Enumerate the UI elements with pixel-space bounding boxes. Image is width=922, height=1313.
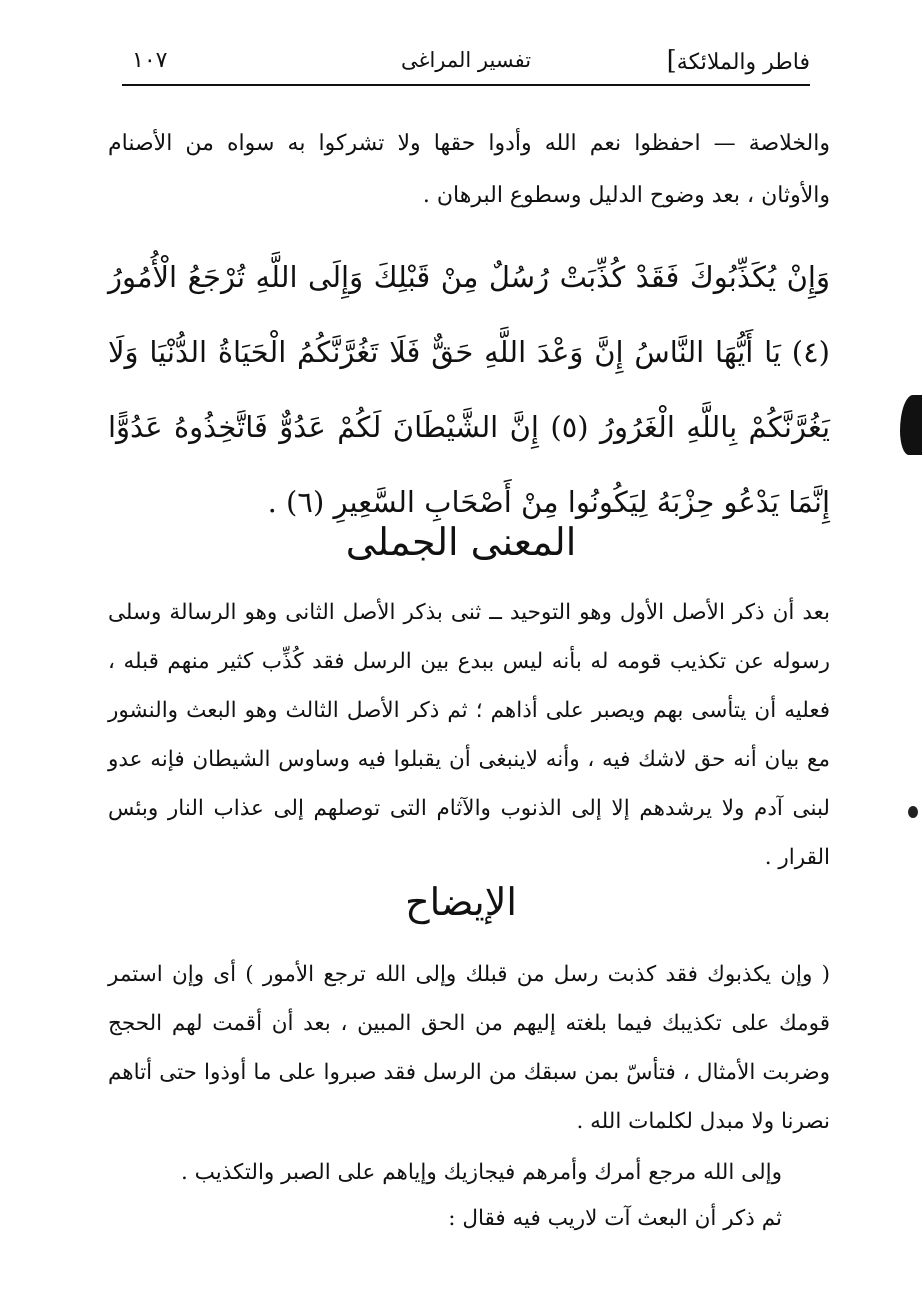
explanation-line-1: وإلى الله مرجع أمرك وأمرهم فيجازيك وإياهم على الصبر والتكذيب . xyxy=(181,1160,782,1185)
section-title-text: فاطر والملائكة xyxy=(676,50,810,75)
explanation-closing xyxy=(92,1150,782,1242)
scan-ink-mark xyxy=(908,806,918,818)
header-rule xyxy=(122,84,810,86)
explanation-line-2: ثم ذكر أن البعث آت لاريب فيه فقال : xyxy=(448,1206,782,1231)
explanation-paragraph: ( وإن يكذبوك فقد كذبت رسل من قبلك وإلى الله ترجع الأمور ) أى وإن استمر قومك على تكذيبك فيما بلغته إليهم من الحق المبين ، بعد أن أقمت لهم الحجج وضربت الأمثال ، فتأسّ بمن سبقك من الرسل فقد صبروا على ما أوذوا حتى أتاهم نصرنا ولا مبدل لكلمات الله . xyxy=(108,962,830,1134)
heading-explanation: الإيضاح xyxy=(405,880,517,924)
section-bracket: ] xyxy=(666,46,677,76)
page-number: ١٠٧ xyxy=(132,48,168,73)
summary-paragraph: والخلاصة — احفظوا نعم الله وأدوا حقها ولا تشركوا به سواه من الأصنام والأوثان ، بعد وضوح الدليل وسطوع البرهان . xyxy=(108,131,830,208)
general-meaning-paragraph: بعد أن ذكر الأصل الأول وهو التوحيد ــ ثنى بذكر الأصل الثانى وهو الرسالة وسلى رسوله عن تكذيب قومه له بأنه ليس ببدع بين الرسل فقد كُذِّب كثير منهم قبله ، فعليه أن يتأسى بهم ويصبر على أذاهم ؛ ثم ذكر الأصل الثالث وهو البعث والنشور مع بيان أنه حق لاشك فيه ، وأنه لاينبغى أن يقبلوا فيه وساوس الشيطان فإنه عدو لبنى آدم ولا يرشدهم إلا إلى الذنوب والآثام التى توصلهم إلى عذاب النار وبئس القرار . xyxy=(108,600,830,870)
quran-verses: وَإِنْ يُكَذِّبُوكَ فَقَدْ كُذِّبَتْ رُسُلٌ مِنْ قَبْلِكَ وَإِلَى اللَّهِ تُرْجَعُ الْأُمُورُ (٤) يَا أَيُّهَا النَّاسُ إِنَّ وَعْدَ اللَّهِ حَقٌّ فَلَا تَغُرَّنَّكُمُ الْحَيَاةُ الدُّنْيَا وَلَا يَغُرَّنَّكُمْ بِاللَّهِ الْغَرُورُ (٥) إِنَّ الشَّيْطَانَ لَكُمْ عَدُوٌّ فَاتَّخِذُوهُ عَدُوًّا إِنَّمَا يَدْعُو حِزْبَهُ لِيَكُونُوا مِنْ أَصْحَابِ السَّعِيرِ (٦) . xyxy=(108,260,831,519)
scan-ink-blot xyxy=(900,395,922,455)
book-title: تفسير المراغى xyxy=(400,48,532,72)
page-header xyxy=(122,42,810,86)
heading-general-meaning: المعنى الجملى xyxy=(345,520,577,564)
